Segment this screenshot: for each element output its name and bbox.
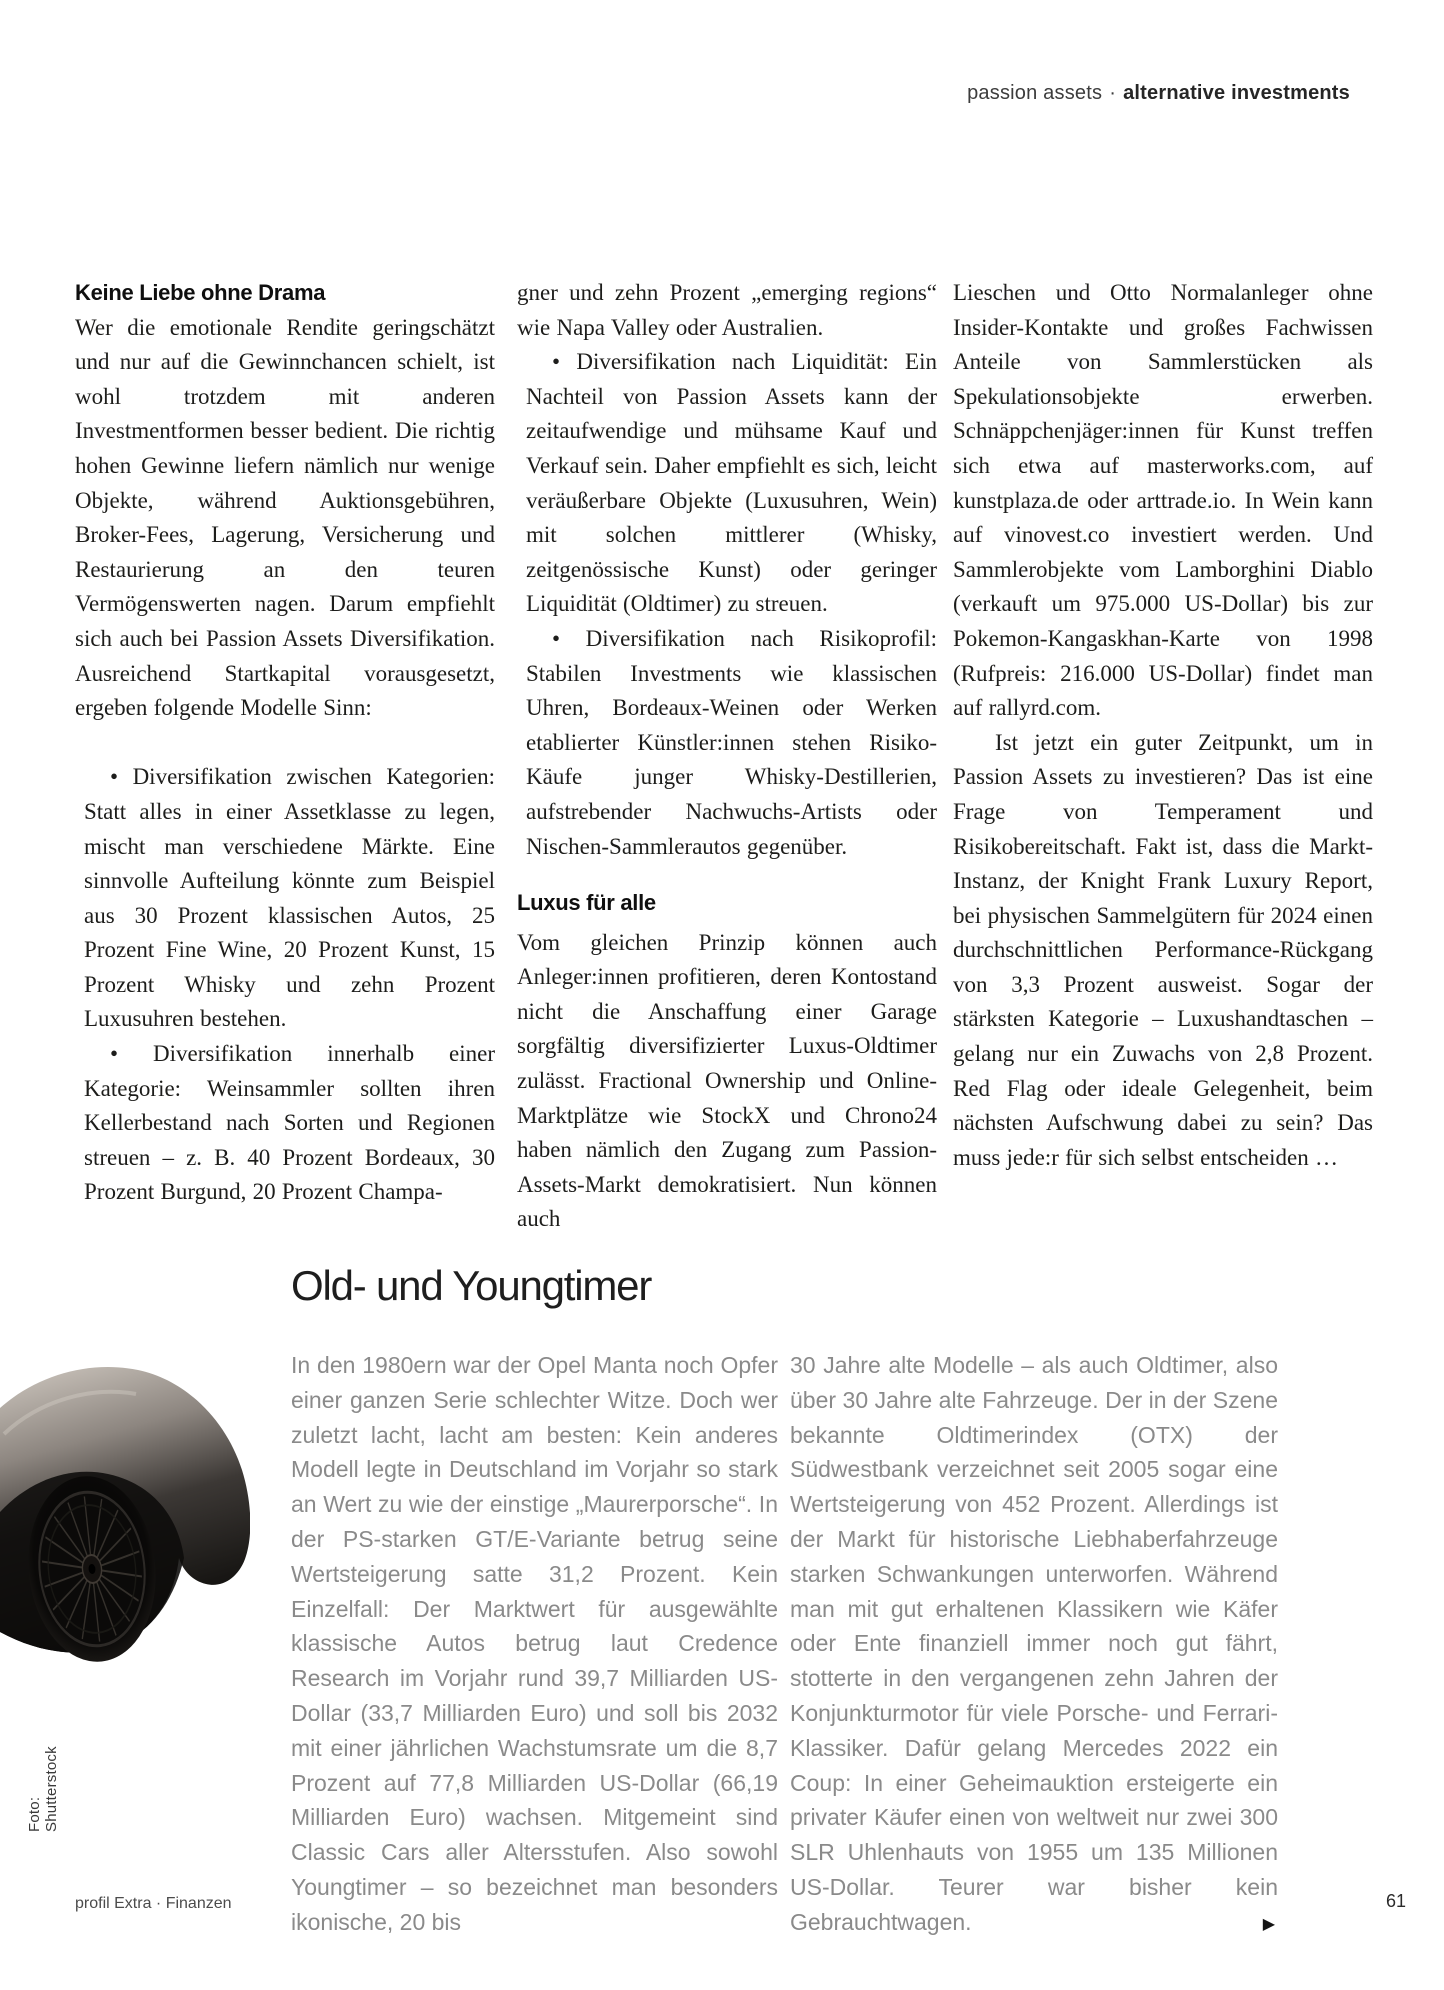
running-head-topic: alternative investments: [1123, 82, 1350, 104]
footer-magazine-section: profil Extra · Finanzen: [75, 1895, 232, 1912]
paragraph-luxus: Vom gleichen Prinzip können auch Anleger:innen profitieren, deren Kontostand nicht die Anschaffung einer Garage sorgfältig diversifizierter Luxus-Oldtimer zulässt. Fractional Ownership und Online-Marktplätze wie StockX und Chrono24 haben nämlich den Zugang zum Passion-Assets-Markt demokratisiert. Nun können auch: [517, 929, 937, 1232]
section-heading-keine-liebe-ohne-drama: Keine Liebe ohne Drama: [75, 280, 326, 305]
article-columns: [75, 276, 1373, 1237]
continuation-arrow-icon: ▶: [1262, 1915, 1275, 1933]
bullet-item-risikoprofil: • Diversifikation nach Risikoprofil: Stabilen Investments wie klassischen Uhren, Bordeaux-Weinen oder Werken etablierter Künstler:innen stehen Risiko-Käufe junger Whisky-Destillerien, aufstrebender Nachwuchs-Artists oder Nischen-Sammlerautos gegenüber.: [526, 625, 937, 859]
bullet-item-innerhalb-kategorie: • Diversifikation innerhalb einer Kategorie: Weinsammler sollten ihren Kellerbestand nach Sorten und Regionen streuen – z. B. 40 Prozent Bordeaux, 30 Prozent Burgund, 20 Prozent Champa-: [84, 1041, 495, 1205]
photo-credit: Foto: Shutterstock: [26, 1746, 60, 1832]
article-column-3: [953, 276, 1373, 1237]
bullet-item-liquiditaet: • Diversifikation nach Liquidität: Ein Nachteil von Passion Assets kann der zeitaufwendige und mühsame Kauf und Verkauf sein. Daher empfiehlt es sich, leicht veräußerbare Objekte (Luxusuhren, Wein) mit solchen mittlerer (Whisky, zeitgenössische Kunst) oder geringer Liquidität (Oldtimer) zu streuen.: [526, 349, 937, 617]
bullet-item-kategorien: • Diversifikation zwischen Kategorien: Statt alles in einer Assetklasse zu legen, mischt man verschiedene Märkte. Eine sinnvolle Aufteilung könnte zum Beispiel aus 30 Prozent klassischen Autos, 25 Prozent Fine Wine, 20 Prozent Kunst, 15 Prozent Whisky und zehn Prozent Luxusuhren bestehen.: [84, 764, 495, 1032]
paragraph-intro: Wer die emotionale Rendite geringschätzt und nur auf die Gewinnchancen schielt, ist wohl trotzdem mit anderen Investmentformen besser bedient. Die richtig hohen Gewinne liefern nämlich nur wenige Objekte, während Auktionsgebühren, Broker-Fees, Lagerung, Versicherung und Restaurierung an den teuren Vermögenswerten nagen. Darum empfiehlt sich auch bei Passion Assets Diversifikation. Ausreichend Startkapital vorausgesetzt, ergeben folgende Modelle Sinn:: [75, 314, 495, 721]
running-head-section: passion assets: [967, 82, 1103, 104]
feature-box-title: Old- und Youngtimer: [291, 1262, 652, 1309]
article-column-2: [517, 276, 937, 1237]
feature-box-column-1: In den 1980ern war der Opel Manta noch Opfer einer ganzen Serie schlechter Witze. Doch wer zuletzt lacht, lacht am besten: Kein anderes Modell legte in Deutschland im Vorjahr so stark an Wert zu wie der einstige „Maurerporsche“. In der PS-starken GT/E-Variante betrug seine Wertsteigerung satte 31,2 Prozent. Kein Einzelfall: Der Marktwert für ausgewählte klassische Autos betrug laut Credence Research im Vorjahr rund 39,7 Milliarden US-Dollar (33,7 Milliarden Euro) und soll bis 2032 mit einer jährlichen Wachstumsrate um die 8,7 Prozent auf 77,8 Milliarden US-Dollar (66,19 Milliarden Euro) wachsen. Mitgemeint sind Classic Cars aller Altersstufen. Also sowohl Youngtimer – so bezeichnet man besonders ikonische, 20 bis: [291, 1352, 778, 1935]
running-head: [967, 82, 1350, 105]
paragraph-zeitpunkt: Ist jetzt ein guter Zeitpunkt, um in Passion Assets zu investieren? Das ist eine Frage von Temperament und Risikobereitschaft. Fakt ist, dass die Markt-Instanz, der Knight Frank Luxury Report, bei physischen Sammelgütern für 2024 einen durchschnittlichen Performance-Rückgang von 3,3 Prozent ausweist. Sogar der stärksten Kategorie – Luxushandtaschen – gelang nur ein Zuwachs von 2,8 Prozent. Red Flag oder ideale Gelegenheit, beim nächsten Aufschwung dabei zu sein? Das muss jede:r für sich selbst entscheiden …: [953, 729, 1373, 1170]
page-number: 61: [1385, 1891, 1406, 1911]
paragraph-plattformen: Lieschen und Otto Normalanleger ohne Insider-Kontakte und großes Fachwissen Anteile von Sammlerstücken als Spekulationsobjekte erwerben. Schnäppchenjäger:innen für Kunst treffen sich etwa auf masterworks.com, auf kunstplaza.de oder arttrade.io. In Wein kann auf vinovest.co investiert werden. Und Sammlerobjekte vom Lamborghini Diablo (verkauft um 975.000 US-Dollar) bis zur Pokemon-Kangaskhan-Karte von 1998 (Rufpreis: 216.000 US-Dollar) findet man auf rallyrd.com.: [953, 280, 1373, 721]
feature-box-column-2: [790, 1348, 1278, 1940]
article-column-1: [75, 276, 495, 1237]
running-head-separator: ·: [1109, 82, 1117, 104]
section-heading-luxus-fuer-alle: Luxus für alle: [517, 890, 656, 916]
classic-car-image: [0, 1362, 250, 1662]
paragraph-continuation: gner und zehn Prozent „emerging regions“ wie Napa Valley oder Australien.: [517, 280, 937, 340]
feature-box-column-2-text: 30 Jahre alte Modelle – als auch Oldtimer, also über 30 Jahre alte Fahrzeuge. Der in der Szene bekannte Oldtimerindex (OTX) der Südwestbank verzeichnet seit 2005 sogar eine Wertsteigerung von 452 Prozent. Allerdings ist der Markt für historische Liebhaberfahrzeuge starken Schwankungen unterworfen. Während man mit gut erhaltenen Klassikern wie Käfer oder Ente finanziell immer noch gut fährt, stotterte in den vergangenen zehn Jahren der Konjunkturmotor für viele Porsche- und Ferrari-Klassiker. Dafür gelang Mercedes 2022 ein Coup: In einer Geheimauktion ersteigerte ein privater Käufer einen von weltweit nur zwei 300 SLR Uhlenhauts von 1955 um 135 Millionen US-Dollar. Teurer war bisher kein Gebrauchtwagen.: [790, 1352, 1278, 1935]
